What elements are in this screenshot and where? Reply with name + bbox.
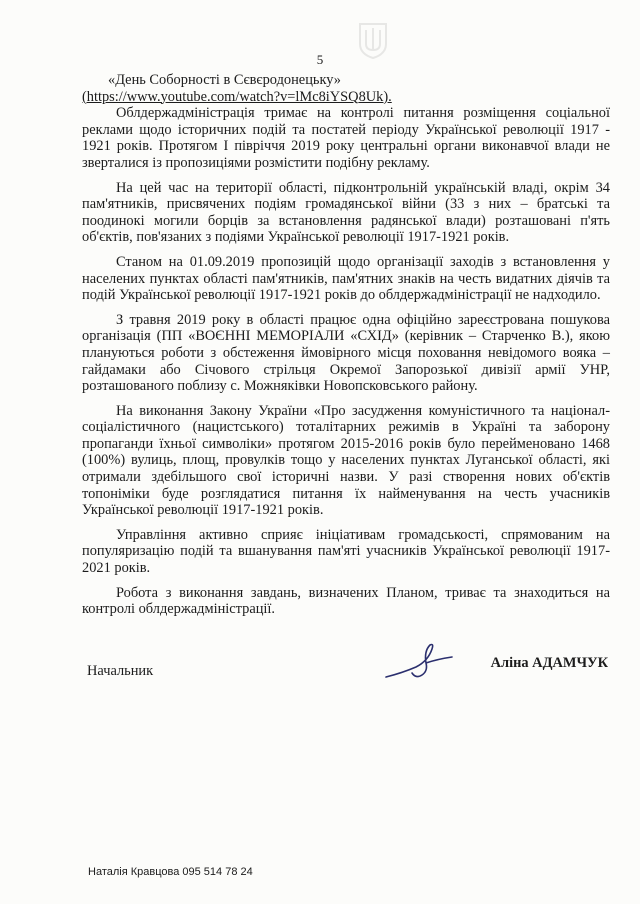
paragraph-conclusion: Робота з виконання завдань, визначених Планом, триває та знаходиться на контролі облдержадміністрації. — [82, 584, 610, 618]
page-number: 5 — [316, 52, 324, 67]
signatory-name: Аліна АДАМЧУК — [490, 655, 608, 671]
video-reference — [82, 72, 610, 105]
signatory-position: Начальник — [87, 663, 154, 679]
paragraph-monuments: На цей час на території області, підконтрольній українській владі, окрім 34 пам'ятників, присвячених подіям громадянської війни (33 з них – братські та поодинокі могили борців за встановлення радянської влади) розташовані п'ять об'єктів, пов'язаних з подіями Української революції 1917-1921 років. — [82, 179, 610, 246]
signature-block — [82, 655, 610, 695]
document-body — [82, 72, 610, 626]
handwritten-signature — [382, 637, 462, 687]
paragraph-search-organization: З травня 2019 року в області працює одна офіційно зареєстрована пошукова організація (ПП «ВОЄННІ МЕМОРІАЛИ «СХІД» (керівник – Старченко В.), якою плануються роботи з обстеження ймовірного місця поховання невідомого вояка – гайдамаки або Січового стрільця Окремої Запорозької дивізії армії УНР, розташованого поблизу с. Можняківки Новопсковського району. — [82, 311, 610, 395]
video-link[interactable]: (https://www.youtube.com/watch?v=lMc8iYSQ8Uk). — [82, 88, 392, 105]
paragraph-renaming: На виконання Закону України «Про засудження комуністичного та націонал-соціалістичного (нацистського) тоталітарних режимів в Україні та заборону пропаганди їхньої символіки» протягом 2015-2016 років було перейменовано 1468 (100%) вулиць, площ, провулків тощо у населених пунктах Луганської області, які отримали здебільшого свої історичні назви. У разі створення нових об'єктів топоніміки буде розглядатися питання їх найменування на честь учасників Української революції 1917-1921 років. — [82, 402, 610, 519]
paragraph-proposals: Станом на 01.09.2019 пропозицій щодо організації заходів з встановлення у населених пунктах області пам'ятників, пам'ятних знаків на честь видатних діячів та подій Української революції 1917-1921 років до облдержадміністрації не надходило. — [82, 253, 610, 304]
paragraph-public-initiatives: Управління активно сприяє ініціативам громадськості, спрямованим на популяризацію подій та вшанування пам'яті учасників Української революції 1917-2021 років. — [82, 526, 610, 577]
video-title: «День Соборності в Сєвєродонецьку» — [108, 72, 341, 88]
executor-contact: Наталія Кравцова 095 514 78 24 — [88, 866, 253, 878]
paragraph-social-ads: Облдержадміністрація тримає на контролі питання розміщення соціальної реклами щодо історичних подій та постатей періоду Української революції 1917 - 1921 років. Протягом I півріччя 2019 року центральні органи виконавчої влади не зверталися із пропозиціями розмістити подібну рекламу. — [82, 105, 610, 171]
